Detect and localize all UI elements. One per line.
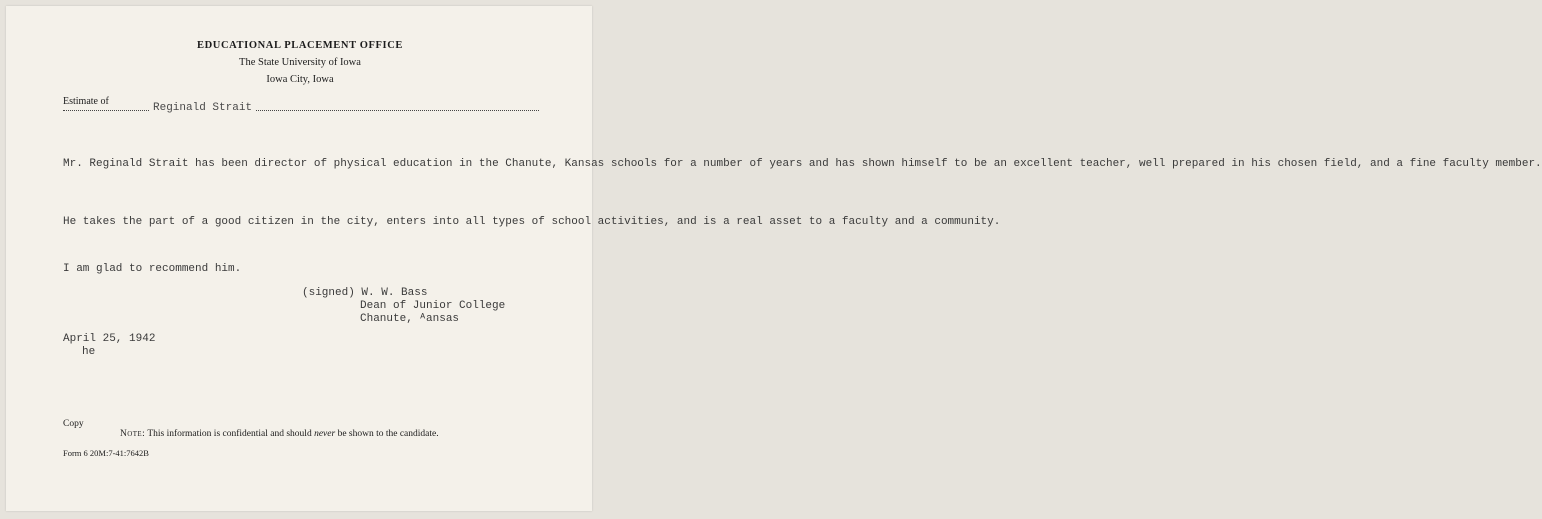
paragraph-1: Mr. Reginald Strait has been director of physical education in the Chanute, Kansas schools for a number of years and has shown himself to be an excellent teacher, well prepared in his chosen field, and a fine faculty member. xyxy=(63,158,1542,170)
copy-label: Copy xyxy=(63,419,84,429)
candidate-name: Reginald Strait xyxy=(150,102,255,114)
university-line: The State University of Iowa xyxy=(239,57,361,68)
letter-date: April 25, 1942 xyxy=(63,333,156,345)
dotted-name-line xyxy=(63,110,539,111)
signer-title: Dean of Junior College xyxy=(360,300,506,312)
note-label: Note: xyxy=(120,429,146,439)
estimate-label: Estimate of xyxy=(63,96,109,107)
form-number: Form 6 20M:7-41:7642B xyxy=(63,448,149,458)
note-text-post: be shown to the candidate. xyxy=(335,429,439,439)
confidential-note xyxy=(120,429,439,439)
office-heading: EDUCATIONAL PLACEMENT OFFICE xyxy=(196,40,403,51)
paragraph-2: He takes the part of a good citizen in the city, enters into all types of school activities, and is a real asset to a faculty and a community. xyxy=(63,216,1001,228)
note-text-pre: This information is confidential and should xyxy=(145,429,315,439)
typist-initials: he xyxy=(82,346,96,358)
paragraph-3: I am glad to recommend him. xyxy=(63,263,242,275)
signature-line: (signed) W. W. Bass xyxy=(302,287,428,299)
signer-location: Chanute, ᴬansas xyxy=(360,313,460,325)
note-emphasis: never xyxy=(314,429,336,439)
city-line: Iowa City, Iowa xyxy=(266,74,334,85)
